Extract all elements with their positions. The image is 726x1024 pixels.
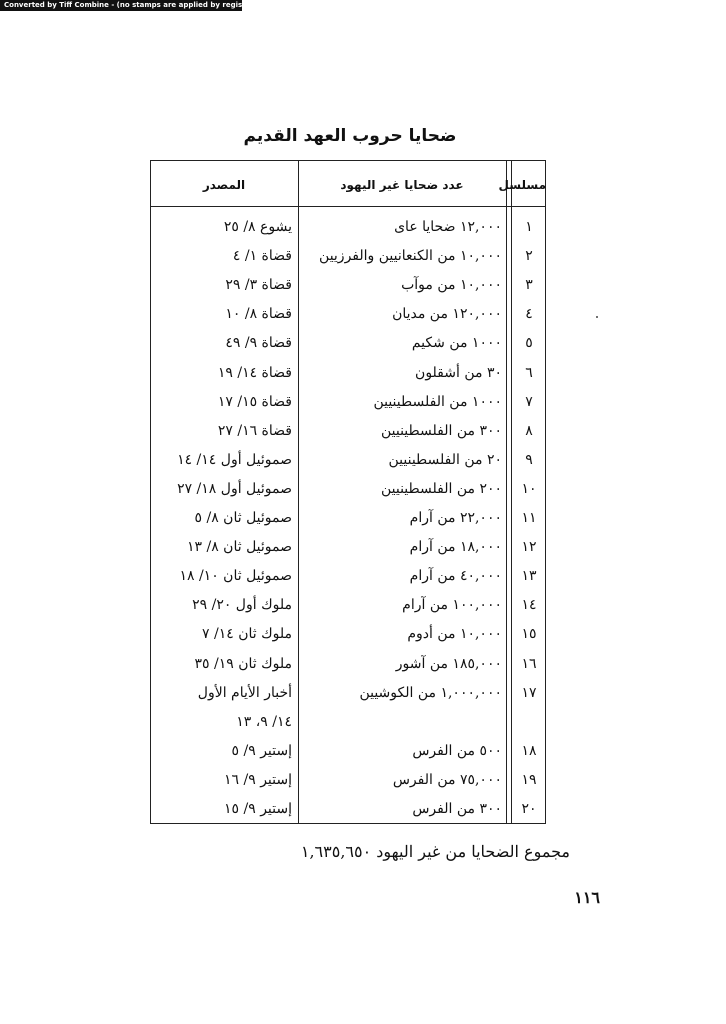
table-row (150, 534, 546, 563)
table-row (150, 301, 546, 330)
header-source: المصدر (202, 178, 246, 192)
table-row (150, 651, 546, 680)
header-serial: مسلسل (498, 178, 546, 192)
page-number: ١١٦ (574, 888, 600, 907)
row-source: صموئيل أول ١٨/ ٢٧ (177, 481, 292, 497)
row-serial: ١٥ (521, 626, 537, 642)
row-count: ١,٠٠٠,٠٠٠ من الكوشيين (359, 685, 502, 701)
header-count: عدد ضحايا غير اليهود (340, 178, 464, 192)
table-row (150, 680, 546, 709)
row-source: صموئيل ثان ٨/ ١٣ (186, 539, 292, 555)
total-line: مجموع الضحايا من غير اليهود ١,٦٣٥,٦٥٠ (300, 842, 570, 861)
row-source: قضاة ١٥/ ١٧ (217, 394, 292, 410)
row-count: ٢٢,٠٠٠ من آرام (409, 510, 502, 526)
table-row (150, 447, 546, 476)
row-serial: ١ (525, 219, 533, 235)
header-divider (150, 206, 546, 207)
row-count: ٤٠,٠٠٠ من آرام (409, 568, 502, 584)
row-count: ١٢٠,٠٠٠ من مديان (392, 306, 502, 322)
row-serial: ١١ (521, 510, 537, 526)
row-count: ١٠٠٠ من شكيم (411, 335, 502, 351)
row-count: ٢٠٠ من الفلسطينيين (380, 481, 502, 497)
table-row (150, 360, 546, 389)
row-count: ١٨٥,٠٠٠ من آشور (395, 656, 502, 672)
row-source: قضاة ١٤/ ١٩ (217, 365, 292, 381)
row-count: ٣٠٠ من الفلسطينيين (380, 423, 502, 439)
table-row (150, 621, 546, 650)
row-serial: ١٨ (521, 743, 537, 759)
scan-speck (596, 316, 598, 318)
row-serial: ١٤ (521, 597, 537, 613)
table-row (150, 243, 546, 272)
row-serial: ٩ (525, 452, 533, 468)
table-row (150, 563, 546, 592)
table-row (150, 330, 546, 359)
row-source: صموئيل ثان ٨/ ٥ (194, 510, 292, 526)
table-row (150, 214, 546, 243)
row-source: ١٤/ ٩، ١٣ (236, 714, 292, 730)
row-count: ٢٠ من الفلسطينيين (388, 452, 502, 468)
row-serial: ١٦ (521, 656, 537, 672)
row-count: ٥٠٠ من الفرس (412, 743, 502, 759)
table-row (150, 272, 546, 301)
table-row (150, 738, 546, 767)
row-source: ملوك أول ٢٠/ ٢٩ (192, 597, 292, 613)
row-count: ١٨,٠٠٠ من آرام (409, 539, 502, 555)
table-row (150, 476, 546, 505)
table-row (150, 767, 546, 796)
row-count: ٣٠ من أشقلون (415, 365, 502, 381)
row-count: ١٠٠,٠٠٠ من آرام (402, 597, 502, 613)
row-serial: ٦ (525, 365, 533, 381)
row-serial: ٧ (525, 394, 533, 410)
row-count: ٧٥,٠٠٠ من الفرس (392, 772, 502, 788)
table-row (150, 418, 546, 447)
row-source: قضاة ١/ ٤ (232, 248, 292, 264)
row-serial: ١٢ (521, 539, 537, 555)
row-serial: ٢ (525, 248, 533, 264)
row-source: قضاة ٩/ ٤٩ (225, 335, 292, 351)
row-source: قضاة ١٦/ ٢٧ (217, 423, 292, 439)
row-source: قضاة ٨/ ١٠ (225, 306, 292, 322)
row-source: ملوك ثان ١٩/ ٣٥ (194, 656, 292, 672)
row-count: ١٠,٠٠٠ من الكنعانيين والفرزيين (319, 248, 502, 264)
table-row (150, 709, 546, 738)
row-source: إستير ٩/ ٥ (231, 743, 292, 759)
table-row (150, 592, 546, 621)
row-count: ٣٠٠ من الفرس (412, 801, 502, 817)
row-serial: ٣ (525, 277, 533, 293)
row-source: يشوع ٨/ ٢٥ (223, 219, 292, 235)
row-source: صموئيل أول ١٤/ ١٤ (177, 452, 292, 468)
row-source: قضاة ٣/ ٢٩ (225, 277, 292, 293)
row-serial: ١٩ (521, 772, 537, 788)
row-count: ١٢,٠٠٠ ضحايا عاى (394, 219, 502, 235)
row-count: ١٠,٠٠٠ من موآب (401, 277, 502, 293)
row-serial: ١٧ (521, 685, 537, 701)
row-serial: ٤ (525, 306, 533, 322)
table-row (150, 505, 546, 534)
row-serial: ٨ (525, 423, 533, 439)
row-count: ١٠,٠٠٠ من أدوم (407, 626, 502, 642)
row-source: إستير ٩/ ١٥ (224, 801, 292, 817)
row-source: أخبار الأيام الأول (197, 685, 292, 701)
row-serial: ١٠ (521, 481, 537, 497)
row-serial: ٢٠ (521, 801, 537, 817)
table-row (150, 389, 546, 418)
row-source: صموئيل ثان ١٠/ ١٨ (179, 568, 292, 584)
row-serial: ١٣ (521, 568, 537, 584)
row-count: ١٠٠٠ من الفلسطينيين (373, 394, 502, 410)
page-title: ضحايا حروب العهد القديم (243, 126, 457, 146)
converter-banner: Converted by Tiff Combine - (no stamps are applied by registered version) (0, 0, 242, 11)
row-source: ملوك ثان ١٤/ ٧ (202, 626, 292, 642)
row-serial: ٥ (525, 335, 533, 351)
row-source: إستير ٩/ ١٦ (224, 772, 292, 788)
table-row (150, 796, 546, 825)
